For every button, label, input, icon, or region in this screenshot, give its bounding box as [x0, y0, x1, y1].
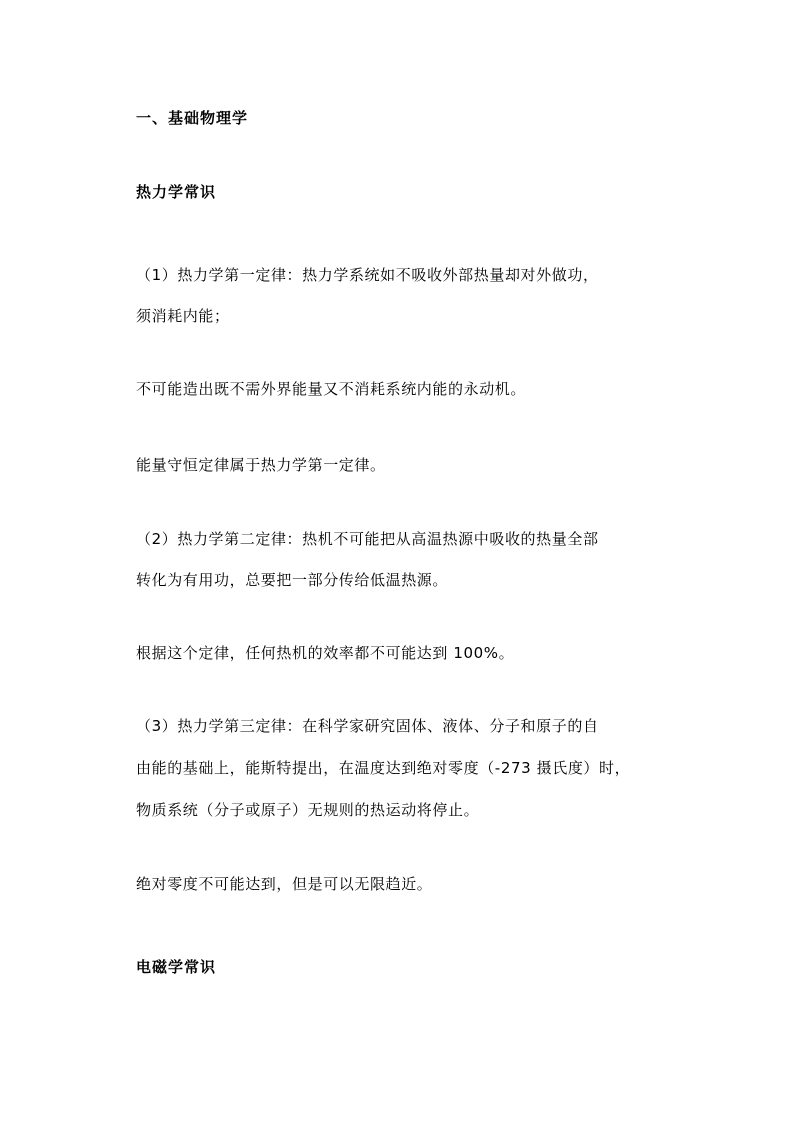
third-law-line-3: 物质系统（分子或原子）无规则的热运动将停止。: [136, 801, 480, 819]
first-law-line-2: 须消耗内能；: [136, 307, 230, 325]
second-law-line-2: 转化为有用功，总要把一部分传给低温热源。: [136, 571, 449, 589]
first-law-line-1: （1）热力学第一定律：热力学系统如不吸收外部热量却对外做功，: [136, 266, 599, 284]
third-law-line-2: 由能的基础上，能斯特提出，在温度达到绝对零度（-273 摄氏度）时，: [136, 759, 631, 777]
section-title: 一、基础物理学: [136, 109, 249, 127]
electromagnetism-heading: 电磁学常识: [136, 958, 217, 976]
second-law-line-1: （2）热力学第二定律：热机不可能把从高温热源中吸收的热量全部: [136, 530, 599, 548]
third-law-note-absolute-zero: 绝对零度不可能达到，但是可以无限趋近。: [136, 875, 433, 893]
thermodynamics-heading: 热力学常识: [136, 183, 217, 201]
first-law-note-perpetual-motion: 不可能造出既不需外界能量又不消耗系统内能的永动机。: [136, 380, 527, 398]
second-law-note-efficiency: 根据这个定律，任何热机的效率都不可能达到 100%。: [136, 644, 515, 662]
first-law-note-energy-conservation: 能量守恒定律属于热力学第一定律。: [136, 456, 386, 474]
third-law-line-1: （3）热力学第三定律：在科学家研究固体、液体、分子和原子的自: [136, 717, 599, 735]
